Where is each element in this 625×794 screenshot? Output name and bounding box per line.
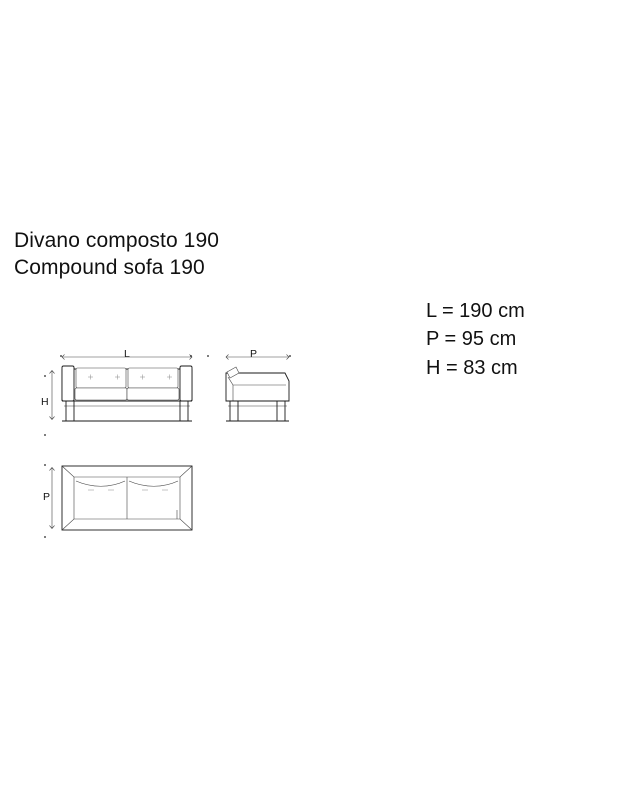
dimension-depth: P = 95 cm [426, 328, 517, 351]
page-title [14, 228, 219, 282]
front-elevation-sofa [62, 366, 192, 421]
top-plan-sofa [62, 466, 192, 530]
label-height-front: H [41, 396, 49, 408]
side-depth-dimension-line [226, 355, 289, 360]
label-depth-top: P [43, 491, 51, 503]
title-italian: Divano composto 190 [14, 229, 220, 252]
length-dimension-line [62, 355, 192, 360]
dimension-height: H = 83 cm [426, 356, 518, 379]
side-elevation-sofa [226, 367, 289, 421]
title-english: Compound sofa 190 [14, 255, 205, 279]
dimensions-list [426, 297, 525, 382]
technical-drawings [30, 340, 330, 555]
dimension-length: L = 190 cm [426, 300, 525, 322]
label-length-front: L [124, 348, 130, 360]
label-depth-side: P [250, 348, 258, 360]
height-dimension-line [50, 371, 55, 420]
top-depth-dimension-line [50, 468, 55, 529]
drawing-canvas [30, 340, 330, 555]
